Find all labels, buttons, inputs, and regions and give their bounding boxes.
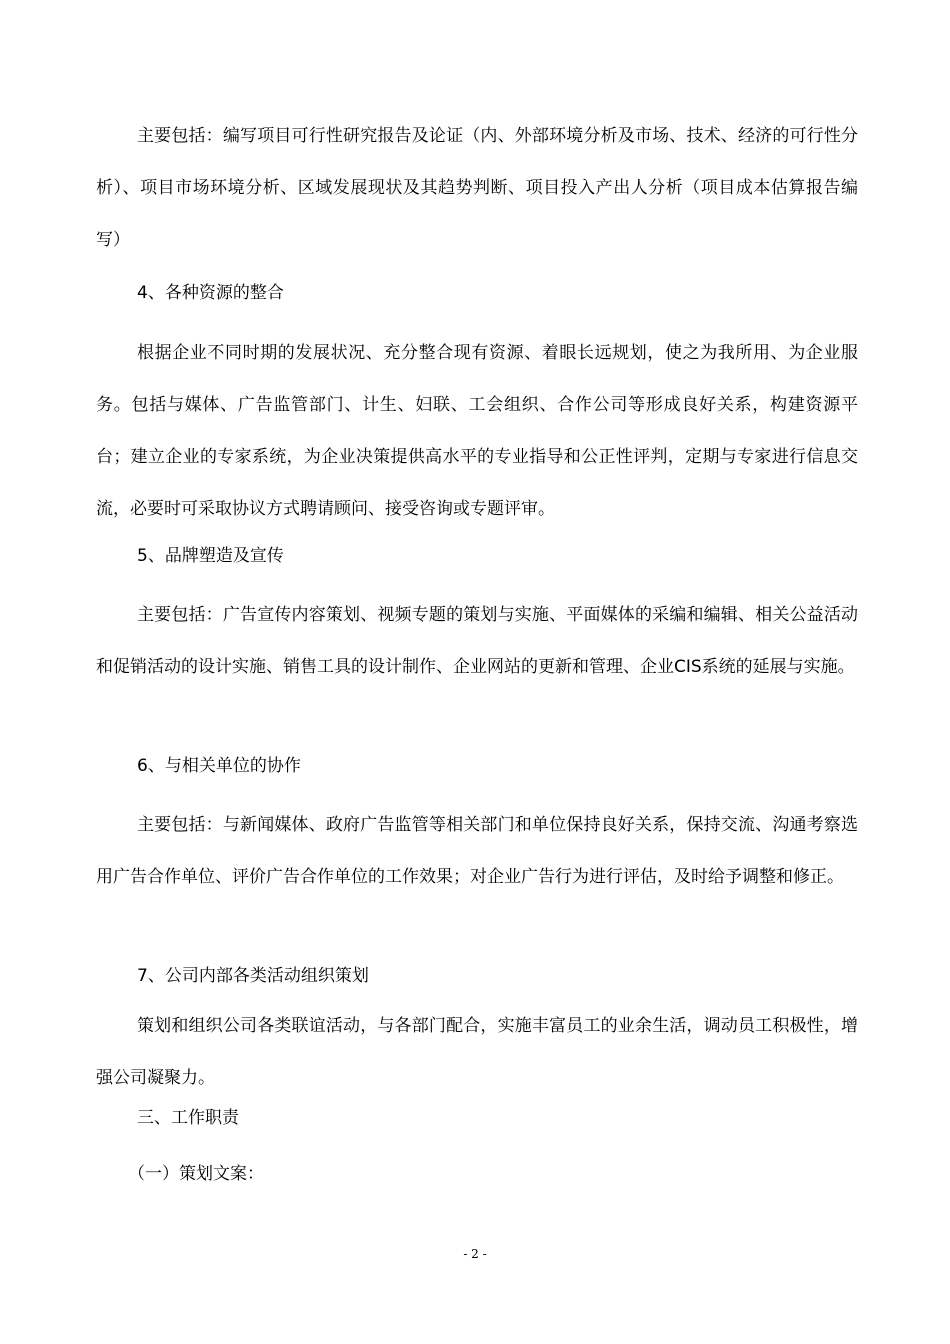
paragraph-resource-integration: 根据企业不同时期的发展状况、充分整合现有资源、着眼长远规划，使之为我所用、为企业服务。包括与媒体、广告监管部门、计生、妇联、工会组织、合作公司等形成良好关系，构建资源平台；建立企业的专家系统，为企业决策提供高水平的专业指导和公正性评判，定期与专家进行信息交流，必要时可采取协议方式聘请顾问、接受咨询或专题评审。 [96, 343, 858, 519]
heading-brand-building: 5、品牌塑造及宣传 [137, 546, 284, 566]
heading-planning-copywriting: （一）策划文案： [128, 1164, 264, 1184]
paragraph-feasibility-study: 主要包括：编写项目可行性研究报告及论证（内、外部环境分析及市场、技术、经济的可行性分析）、项目市场环境分析、区域发展现状及其趋势判断、项目投入产出人分析（项目成本估算报告编写） [96, 126, 858, 250]
paragraph-internal-activities: 策划和组织公司各类联谊活动，与各部门配合，实施丰富员工的业余生活，调动员工积极性，增强公司凝聚力。 [96, 1016, 858, 1088]
heading-resource-integration: 4、各种资源的整合 [137, 283, 284, 303]
paragraph-brand-building: 主要包括：广告宣传内容策划、视频专题的策划与实施、平面媒体的采编和编辑、相关公益活动和促销活动的设计实施、销售工具的设计制作、企业网站的更新和管理、企业CIS系统的延展与实施。 [96, 605, 858, 677]
paragraph-unit-cooperation: 主要包括：与新闻媒体、政府广告监管等相关部门和单位保持良好关系，保持交流、沟通考察选用广告合作单位、评价广告合作单位的工作效果；对企业广告行为进行评估，及时给予调整和修正。 [96, 815, 858, 887]
heading-job-responsibilities: 三、工作职责 [137, 1108, 239, 1128]
heading-unit-cooperation: 6、与相关单位的协作 [137, 756, 301, 776]
page-number: - 2 - [463, 1247, 487, 1261]
heading-internal-activities: 7、公司内部各类活动组织策划 [137, 966, 369, 986]
